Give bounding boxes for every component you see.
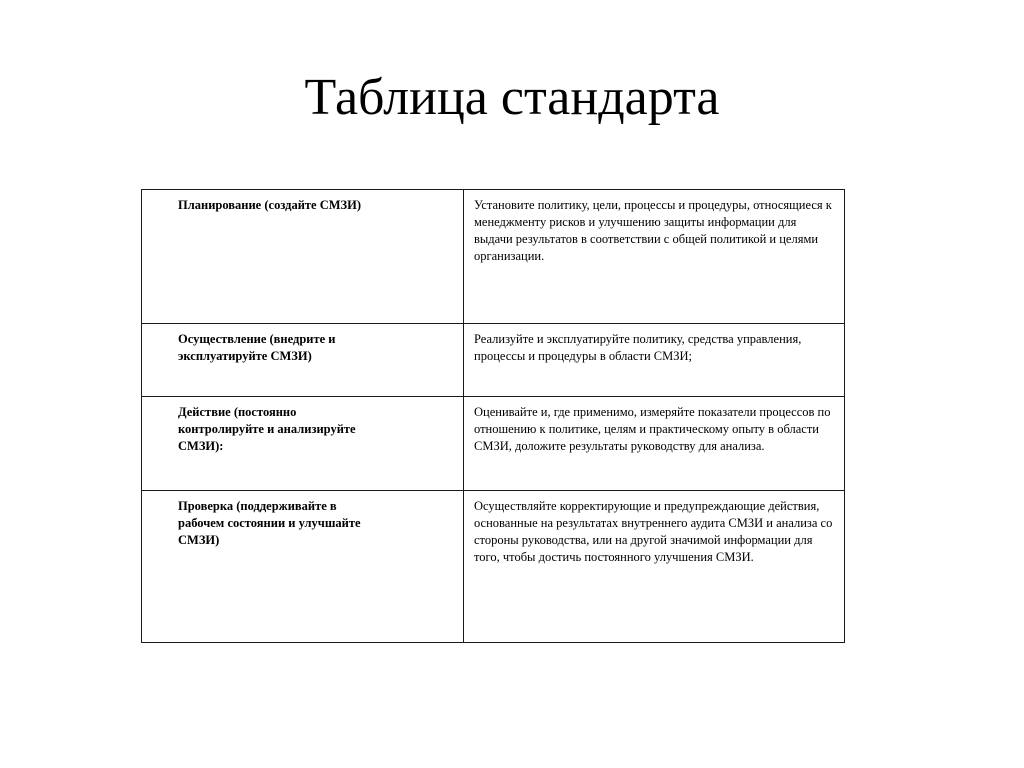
table-row	[142, 324, 845, 397]
phase-description: Установите политику, цели, процессы и процедуры, относящиеся к менеджменту рисков и улучшению защиты информации для выдачи результатов в соответствии с общей политикой и целями организации.	[474, 198, 832, 263]
slide-title: Таблица стандарта	[304, 69, 720, 126]
table-row	[142, 397, 845, 491]
phase-label: Осуществление (внедрите и эксплуатируйте СМЗИ)	[178, 332, 336, 363]
phase-label: Планирование (создайте СМЗИ)	[178, 198, 362, 212]
phase-cell	[142, 397, 464, 491]
standard-table	[141, 189, 845, 643]
phase-cell	[142, 190, 464, 324]
phase-cell	[142, 324, 464, 397]
phase-cell	[142, 491, 464, 643]
phase-description: Осуществляйте корректирующие и предупреждающие действия, основанные на результатах внутреннего аудита СМЗИ и анализа со стороны руководства, или на другой значимой информации для того, чтобы достичь постоянного улучшения СМЗИ.	[474, 499, 833, 564]
table-row	[142, 190, 845, 324]
phase-label: Действие (постоянно контролируйте и анализируйте СМЗИ):	[178, 405, 356, 453]
description-cell	[464, 491, 845, 643]
phase-label: Проверка (поддерживайте в рабочем состоянии и улучшайте СМЗИ)	[178, 499, 361, 547]
phase-description: Реализуйте и эксплуатируйте политику, средства управления, процессы и процедуры в области СМЗИ;	[474, 332, 802, 363]
description-cell	[464, 397, 845, 491]
phase-description: Оценивайте и, где применимо, измеряйте показатели процессов по отношению к политике, целям и практическому опыту в области СМЗИ, доложите результаты руководству для анализа.	[474, 405, 831, 453]
table-row	[142, 491, 845, 643]
description-cell	[464, 190, 845, 324]
description-cell	[464, 324, 845, 397]
